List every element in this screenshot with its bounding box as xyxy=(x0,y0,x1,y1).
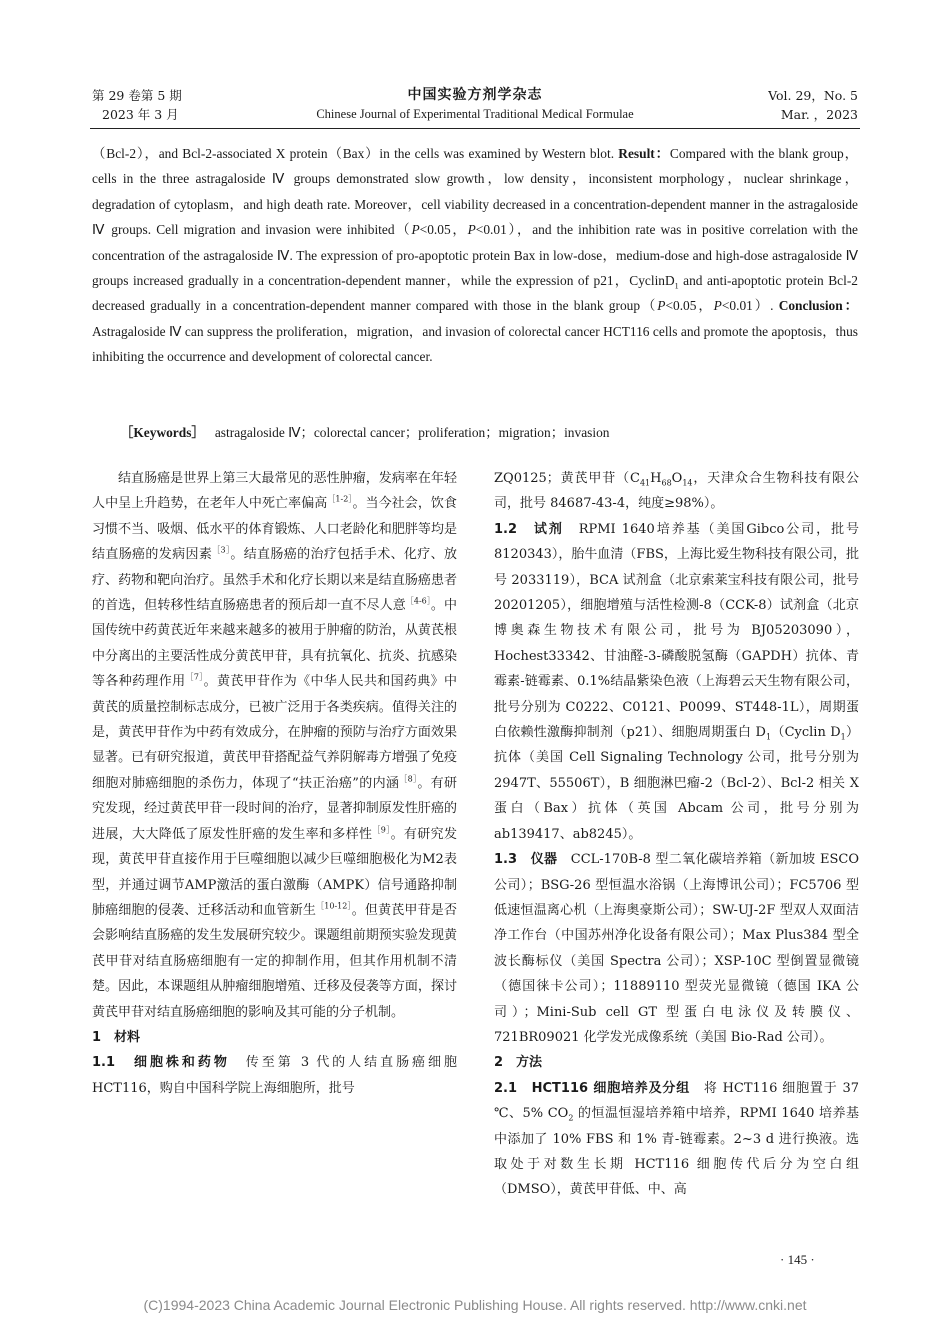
subsection-1-2 xyxy=(494,517,859,847)
subsection-title: 2.1 HCT116 细胞培养及分组 xyxy=(494,1080,691,1096)
citation: ［7］ xyxy=(185,672,204,682)
result-label: Result： xyxy=(618,146,670,161)
text: ZQ0125；黄芪甲苷（C xyxy=(494,471,640,486)
date-en: Mar. ，2023 xyxy=(780,107,858,122)
conclusion-label: Conclusion： xyxy=(778,298,858,314)
text: 将 HCT116 细胞置于 37 ℃、5% CO xyxy=(494,1080,859,1122)
keywords-text: astragaloside Ⅳ；colorectal cancer；proliferation；migration；invasion xyxy=(214,425,610,440)
subscript: 14 xyxy=(682,478,693,488)
text: RPMI 1640培养基（美国Gibco公司，批号 8120343），胎牛血清（FBS，上海比爱生物科技有限公司，批号 2033119），BCA 试剂盒（北京索莱宝科技有限公司，批号 20201205），细胞增殖与活性检测-8（CCK-8）试剂盒（北京博奥森生物技术有限公司，批号为 BJ05203090），Hochest33342、甘油醛-3-磷酸脱氢酶（GAPDH）抗体、青霉素-链霉素、0.1%结晶紫染色液（上海碧云天生物有限公司，批号分别为 C0222、C0121、P0099、ST448-1L），周期蛋白依赖性激酶抑制剂（p21）、细胞周期蛋白 D xyxy=(494,521,859,741)
p-value: <0.05， xyxy=(419,222,468,238)
keywords-label: ［Keywords］ xyxy=(120,425,205,440)
journal-title-cn: 中国实验方剂学杂志 xyxy=(407,87,543,103)
text: 。当今社会，饮食习惯不当、吸烟、低水平的体育锻炼、人口老龄化和肥胖等均是结直肠癌的发病因素 xyxy=(92,496,457,563)
p-value: <0.01）. xyxy=(721,298,779,314)
intro-paragraph xyxy=(92,466,457,1025)
header-left xyxy=(92,86,182,124)
p-symbol: P xyxy=(657,298,666,314)
text: O xyxy=(671,471,683,486)
text: 。黄芪甲苷作为《中华人民共和国药典》中黄芪的质量控制标志成分，已被广泛用于各类疾病。值得关注的是，黄芪甲苷作为中药有效成分，在肿瘤的预防与治疗方面效果显著。已有研究报道，黄芪甲苷搭配益气养阴解毒方增强了免疫细胞对肺癌细胞的杀伤力，体现了“扶正治癌”的内涵 xyxy=(92,674,457,791)
p-value: <0.05， xyxy=(665,298,714,314)
right-column xyxy=(494,466,859,1203)
subscript: 2 xyxy=(568,1113,574,1123)
text: CCL-170B-8 型二氧化碳培养箱（新加坡 ESCO 公司）；BSG-26 型恒温水浴锅（上海博讯公司）；FC5706 型低速恒温离心机（上海奥豪斯公司）；SW-UJ-2F 型双人双面洁净工作台（中国苏州净化设备有限公司）；Max Plus384 型全波长酶标仪（美国 Spectra 公司）；XSP-10C 型倒置显微镜（德国徕卡公司）；11889110 型荧光显微镜（德国 IKA 公司）；Mini-Sub cell GT 型蛋白电泳仪及转膜仪、721BR09021 化学发光成像系统（美国 Bio-Rad 公司）。 xyxy=(494,852,859,1045)
abstract-result-c: and anti-apoptotic protein Bcl-2 decreased gradually in a concentration-dependent manner compared with those in the blank group（ xyxy=(92,273,858,314)
subsection-title: 1.2 试剂 xyxy=(494,521,564,537)
left-column xyxy=(92,466,457,1101)
volume-en: Vol. 29，No. 5 xyxy=(768,88,858,103)
text: 的恒温恒湿培养箱中培养，RPMI 1640 培养基中添加了 10% FBS 和 1% 青-链霉素。2~3 d 进行换液。选取处于对数生长期 HCT116 细胞传代后分为空白组（DMSO），黄芪甲苷低、中、高 xyxy=(494,1106,860,1198)
subscript: 41 xyxy=(639,478,651,488)
text: 。但黄芪甲苷是否会影响结直肠癌的发生发展研究较少。课题组前期预实验发现黄芪甲苷对结直肠癌细胞有一定的抑制作用，但其作用机制不清楚。因此，本课题组从肿瘤细胞增殖、迁移及侵袭等方面，探讨黄芪甲苷对结直肠癌细胞的影响及其可能的分子机制。 xyxy=(92,902,457,1020)
text: ，天津众合生物科技有限公司，批号 84687-43-4，纯度≥98%）。 xyxy=(494,471,859,512)
citation: ［3］ xyxy=(212,545,231,555)
text: H xyxy=(650,471,662,486)
copyright-footer: (C)1994-2023 China Academic Journal Electronic Publishing House. All rights reserved. http://www.cnki.net xyxy=(143,1297,807,1313)
p-symbol: P xyxy=(411,222,420,238)
subscript: 1 xyxy=(765,732,772,742)
text: 。有研究发现，黄芪甲苷直接作用于巨噬细胞以减少巨噬细胞极化为M2表型，并通过调节AMP激活的蛋白激酶（AMPK）信号通路抑制肺癌细胞的侵袭、迁移活动和血管新生 xyxy=(92,826,457,918)
volume-cn: 第 29 卷第 5 期 xyxy=(92,88,182,103)
header-rule xyxy=(90,128,860,129)
text: 结直肠癌是世界上第三大最常见的恶性肿瘤，发病率在年轻人中呈上升趋势，在老年人中死亡率偏高 xyxy=(92,471,457,512)
text: 。中国传统中药黄芪近年来越来越多的被用于肿瘤的防治，从黄芪根中分离出的主要活性成分黄芪甲苷，具有抗氧化、抗炎、抗感染等各种药理作用 xyxy=(92,598,457,690)
keywords xyxy=(120,422,860,444)
abstract-text xyxy=(92,141,858,370)
abstract-methods-tail: （Bcl-2），and Bcl-2-associated X protein（Bax）in the cells was examined by Western blot. xyxy=(92,146,619,161)
subsection-title: 1.1 细胞株和药物 xyxy=(92,1055,230,1071)
text: 。结直肠癌的治疗包括手术、化疗、放疗、药物和靶向治疗。虽然手术和化疗长期以来是结直肠癌患者的首选，但转移性结直肠癌患者的预后却一直不尽人意 xyxy=(92,547,457,614)
subsection-title: 1.3 仪器 xyxy=(494,852,558,868)
subsection-2-1 xyxy=(494,1076,859,1203)
text: （Cyclin D xyxy=(771,725,841,741)
header-center xyxy=(200,86,750,124)
citation: ［8］ xyxy=(399,774,418,784)
page-number: · 145 · xyxy=(780,1252,815,1267)
continued-paragraph xyxy=(494,466,859,517)
subscript: 1 xyxy=(674,281,679,291)
subsection-1-1 xyxy=(92,1050,457,1101)
abstract-result-b: <0.01），and the inhibition rate was in positive correlation with the concentration of the astragaloside Ⅳ. The expression of pro-apoptotic protein Bax in low-dose，medium-dose and high-dose astragaloside Ⅳ groups increased gradually in a concentration-dependent manner，while the expression of p21，CyclinD xyxy=(92,222,858,289)
citation: ［10-12］ xyxy=(316,901,352,911)
subsection-1-3 xyxy=(494,847,859,1050)
p-symbol: P xyxy=(713,298,722,314)
citation: ［1-2］ xyxy=(327,495,353,505)
text: ）抗体（美国 Cell Signaling Technology 公司，批号分别为 2947T、55506T），B 细胞淋巴瘤-2（Bcl-2）、Bcl-2 相关 X 蛋白（Bax）抗体（英国 Abcam 公司，批号分别为 ab139417、ab8245）。 xyxy=(494,725,859,842)
subscript: 68 xyxy=(661,478,672,488)
subscript: 1 xyxy=(840,732,846,742)
citation: ［9］ xyxy=(372,825,391,835)
header-right xyxy=(768,86,858,124)
section-heading-materials: 1 材料 xyxy=(92,1029,141,1045)
citation: ［4-6］ xyxy=(405,596,431,606)
subsection-text: 传至第 3 代的人结直肠癌细胞 HCT116，购自中国科学院上海细胞所，批号 xyxy=(92,1055,457,1096)
date-cn: 2023 年 3 月 xyxy=(102,107,179,122)
abstract-result-a: Compared with the blank group，cells in the three astragaloside Ⅳ groups demonstrated slow growth，low density，inconsistent morphology，nuclear shrinkage，degradation of cytoplasm，and high death rate. Moreover，cell viability decreased in a concentration-dependent manner in the astragaloside Ⅳ groups. Cell migration and invasion were inhibited（ xyxy=(92,146,859,238)
journal-title-en: Chinese Journal of Experimental Traditional Medical Formulae xyxy=(316,107,634,121)
p-symbol: P xyxy=(467,222,476,238)
abstract-conclusion: Astragaloside Ⅳ can suppress the proliferation，migration，and invasion of colorectal cancer HCT116 cells and promote the apoptosis，thus inhibiting the occurrence and development of colorectal cancer. xyxy=(92,323,858,365)
section-heading-methods: 2 方法 xyxy=(494,1055,543,1071)
text: 。有研究发现，经过黄芪甲苷一段时间的治疗，显著抑制原发性肝癌的进展，大大降低了原发性肝癌的发生率和多样性 xyxy=(92,775,457,842)
